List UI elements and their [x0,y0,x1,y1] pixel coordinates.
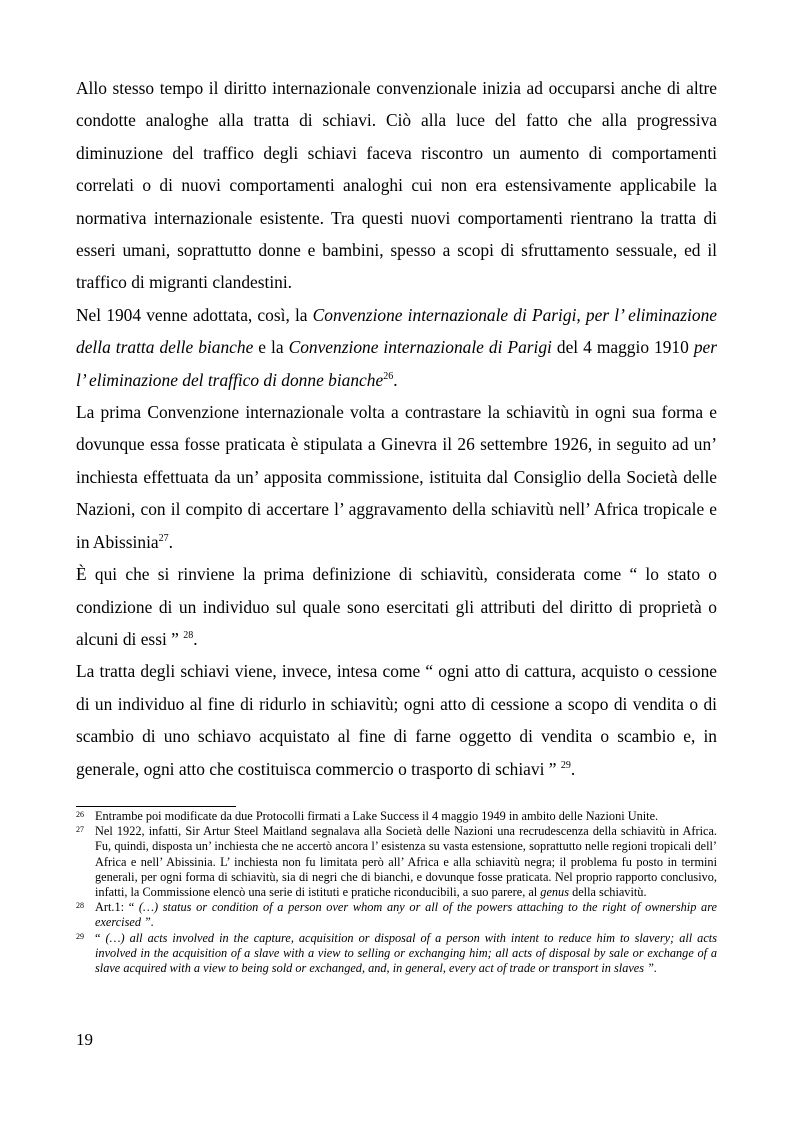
paragraph-text: . [193,628,198,649]
paragraph-1 [76,72,717,299]
paragraph-text: . [393,369,398,390]
paragraph-text: del 4 maggio 1910 [551,337,694,358]
footnote-number: 29 [76,931,84,941]
paragraph-5 [76,655,717,785]
footnote-text: Nel 1922, infatti, Sir Artur Steel Maitland segnalava alla Società delle Nazioni una recrudescenza della schiavitù in Africa. Fu, quindi, disposta un’ inchiesta che ne accertò ancora l’ esistenza su vasta estensione, soprattutto nelle regioni tropicali dell’ Africa e nell’ Abissinia. L’ inchiesta non fu limitata però all’ Africa e alla schiavitù negra; il problema fu posto in termini generali, per ogni forma di schiavitù, sia di negri che di bianchi, e dovunque fosse praticata. Nel proprio rapporto conclusivo, infatti, la Commissione elencò una serie di istituti e pratiche riconducibili, a suo parere, al [95,824,717,900]
footnote-text: della schiavitù. [569,885,647,900]
footnote-29 [76,931,717,977]
footnote-text: Entrambe poi modificate da due Protocolli firmati a Lake Success il 4 maggio 1949 in ambito delle Nazioni Unite. [95,809,659,823]
paragraph-text: La prima Convenzione internazionale volta a contrastare la schiavitù in ogni sua forma e dovunque essa fosse praticata è stipulata a Ginevra il 26 settembre 1926, in seguito ad un’ inchiesta effettuata da un’ apposita commissione, istituita dal Consiglio della Società delle Nazioni, con il compito di accertare l’ aggravamento della schiavitù nell’ Africa tropicale e in Abissinia [76,402,717,552]
paragraph-text: e la [253,337,289,358]
page-number: 19 [76,1030,93,1049]
footnotes [76,809,717,976]
footnote-ref-28[interactable]: 28 [183,630,194,642]
convention-title-1910: Convenzione internazionale di Parigi [288,337,552,358]
paragraph-2 [76,299,717,396]
paragraph-text: Allo stesso tempo il diritto internazionale convenzionale inizia ad occuparsi anche di altre condotte analoghe alla tratta di schiavi. Ciò alla luce del fatto che alla progressiva diminuzione del traffico degli schiavi faceva riscontro un aumento di comportamenti correlati o di nuovi comportamenti analoghi cui non era estensivamente applicabile la normativa internazionale esistente. Tra questi nuovi comportamenti rientrano la tratta di esseri umani, soprattutto donne e bambini, spesso a scopi di sfruttamento sessuale, ed il traffico di migranti clandestini. [76,78,717,293]
footnote-number: 28 [76,901,84,911]
footnote-number: 26 [76,810,84,819]
paragraph-text: . [168,531,173,552]
footnote-text: “ [95,930,106,945]
body-text [76,72,717,785]
footnote-ref-27[interactable]: 27 [158,532,169,544]
footnote-italic: (…) all acts involved in the capture, acquisition or disposal of a person with intent to reduce him to slavery; all acts involved in the acquisition of a slave with a view to selling or exchanging him; all acts of disposal by sale or exchange of a slave acquired with a view to being sold or exchanged, and, in general, every act of trade or transport in slaves ”. [95,930,717,976]
paragraph-4 [76,558,717,655]
footnote-26 [76,809,717,824]
footnote-number: 27 [76,825,84,835]
paragraph-3 [76,396,717,558]
convention-subtitle-1910: per l’ eliminazione del traffico di donne bianche [76,337,717,390]
footnote-ref-26[interactable]: 26 [383,370,394,382]
footnote-27 [76,824,717,900]
footnote-text: Art.1: “ [95,900,139,915]
footnote-separator [76,806,236,807]
footnote-italic: genus [540,885,569,900]
paragraph-text: La tratta degli schiavi viene, invece, intesa come “ ogni atto di cattura, acquisto o cessione di un individuo al fine di ridurlo in schiavitù; ogni atto di cessione a scopo di vendita o di scambio di uno schiavo acquistato al fine di farne oggetto di vendita o scambio e, in generale, ogni atto che costituisca commercio o trasporto di schiavi ” [76,661,717,779]
footnote-28 [76,900,717,930]
footnote-italic: (…) status or condition of a person over whom any or all of the powers attaching to the right of ownership are exercised ”. [95,900,717,930]
paragraph-text: È qui che si rinviene la prima definizione di schiavitù, considerata come “ lo stato o condizione di un individuo sul quale sono esercitati gli attributi del diritto di proprietà o alcuni di essi ” [76,564,717,649]
convention-title-1904: Convenzione internazionale di Parigi, per l’ eliminazione della tratta delle bianche [76,304,717,358]
footnote-ref-29[interactable]: 29 [560,759,571,771]
paragraph-text: Nel 1904 venne adottata, così, la [76,304,313,325]
paragraph-text: . [570,758,576,779]
